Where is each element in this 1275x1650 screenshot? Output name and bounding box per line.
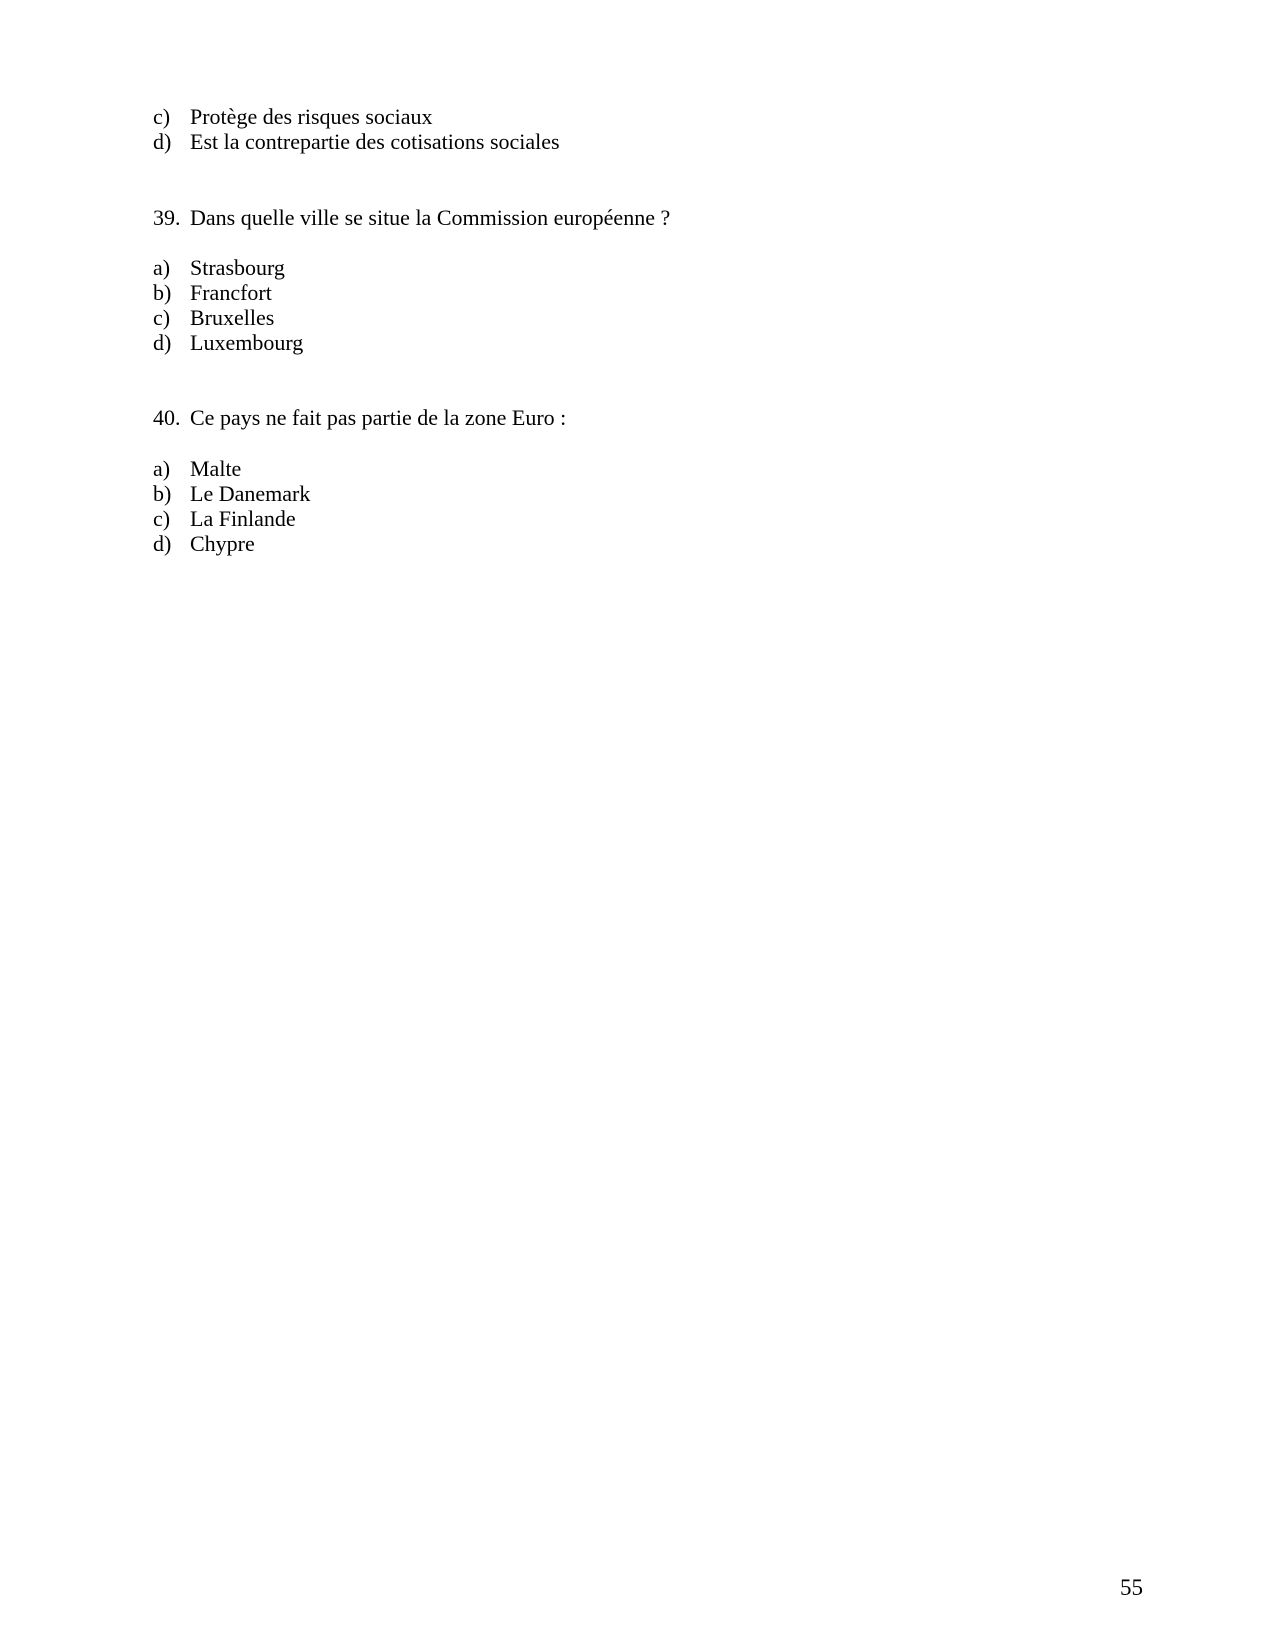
option-text: Est la contrepartie des cotisations sociales [190,129,560,154]
option-letter: d) [153,129,172,154]
option-text: Malte [190,456,242,481]
option-text: Francfort [190,280,272,305]
option-letter: a) [153,255,171,280]
option-text: Strasbourg [190,255,285,280]
page-number: 55 [1120,1575,1143,1600]
option-text: Chypre [190,531,255,556]
option-text: Le Danemark [190,481,311,506]
option-text: Protège des risques sociaux [190,104,433,129]
question-text: Dans quelle ville se situe la Commission européenne ? [190,205,671,230]
option-letter: c) [153,104,171,129]
option-letter: d) [153,531,172,556]
option-letter: c) [153,305,171,330]
option-text: La Finlande [190,506,296,531]
option-letter: c) [153,506,171,531]
option-letter: b) [153,280,172,305]
option-text: Bruxelles [190,305,275,330]
question-number: 40. [153,405,181,430]
question-text: Ce pays ne fait pas partie de la zone Euro : [190,405,567,430]
option-letter: b) [153,481,172,506]
option-text: Luxembourg [190,330,304,355]
option-letter: d) [153,330,172,355]
question-number: 39. [153,205,181,230]
option-letter: a) [153,456,171,481]
